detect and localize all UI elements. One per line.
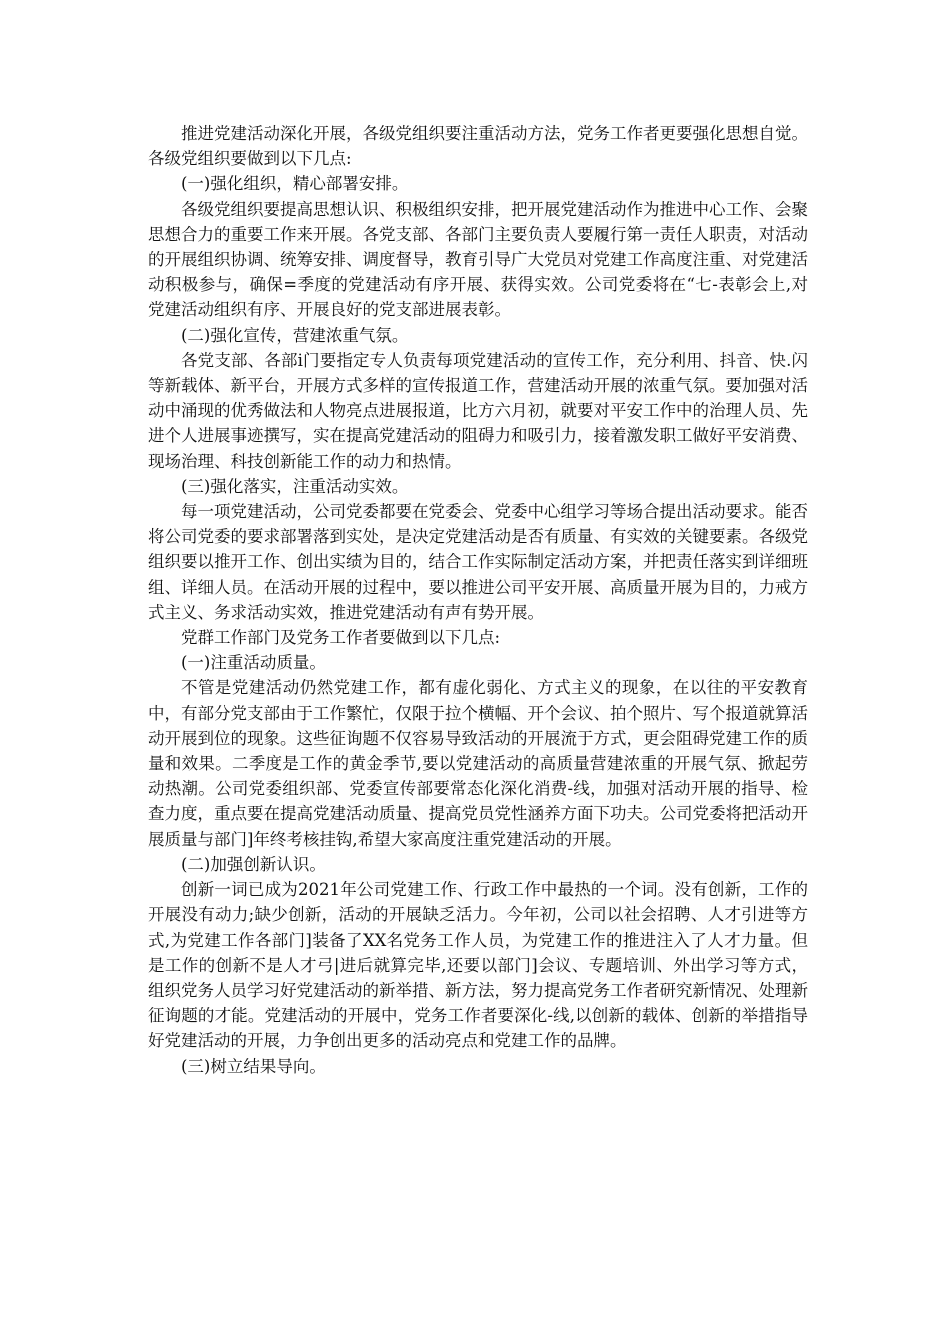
- heading-activity-quality: (一)注重活动质量。: [181, 653, 326, 673]
- body-paragraph: 各党支部、各部i门要指定专人负责每项党建活动的宣传工作，充分利用、抖音、快.闪等新载体、新平台，开展方式多样的宣传报道工作，营建活动开展的浓重气氛。要加强对活动中涌现的优秀做法和人物亮点进展报道，比方六月初，就要对平安工作中的治理人员、先进个人进展事迹撰写，实在提高党建活动的阻碍力和吸引力，接着激发职工做好平安消费、现场治理、科技创新能工作的动力和热情。: [148, 350, 808, 471]
- section-intro-paragraph: 党群工作部门及党务工作者要做到以下几点:: [181, 628, 501, 648]
- document-body: [148, 121, 808, 1079]
- body-paragraph: 每一项党建活动，公司党委都要在党委会、党委中心组学习等场合提出活动要求。能否将公司党委的要求部署落到实处，是决定党建活动是否有质量、有实效的关键要素。各级党组织要以推开工作、创出实绩为目的，结合工作实际制定活动方案，并把责任落实到详细班组、详细人员。在活动开展的过程中，要以推进公司平安开展、高质量开展为目的，力戒方式主义、务求活动实效，推进党建活动有声有势开展。: [148, 502, 808, 622]
- body-paragraph: 创新一词已成为2021年公司党建工作、行政工作中最热的一个词。没有创新，工作的开展没有动力;缺少创新，活动的开展缺乏活力。今年初，公司以社会招聘、人才引进等方式,为党建工作各部门]装备了XX名党务工作人员，为党建工作的推进注入了人才力量。但是工作的创新不是人才弓|进后就算完毕,还要以部门]会议、专题培训、外出学习等方式，组织党务人员学习好党建活动的新举措、新方法，努力提高党务工作者研究新情况、处理新征询题的才能。党建活动的开展中，党务工作者要深化-线,以创新的载体、创新的举措指导好党建活动的开展，力争创出更多的活动亮点和党建工作的品牌。: [148, 880, 808, 1051]
- intro-paragraph: 推进党建活动深化开展，各级党组织要注重活动方法，党务工作者更要强化思想自觉。各级党组织要做到以下几点:: [148, 124, 808, 169]
- heading-result-orientation: (三)树立结果导向。: [181, 1056, 326, 1076]
- body-paragraph: 不管是党建活动仍然党建工作，都有虚化弱化、方式主义的现象，在以往的平安教育中，有部分党支部由于工作繁忙，仅限于拉个横幅、开个会议、拍个照片、写个报道就算活动开展到位的现象。这些征询题不仅容易导致活动的开展流于方式，更会阻碍党建工作的质量和效果。二季度是工作的黄金季节,要以党建活动的高质量营建浓重的开展气氛、掀起劳动热潮。公司党委组织部、党委宣传部要常态化深化消费-线，加强对活动开展的指导、检查力度，重点要在提高党建活动质量、提高党员党性涵养方面下功夫。公司党委将把活动开展质量与部门]年终考核挂钩,希望大家高度注重党建活动的开展。: [148, 678, 808, 849]
- heading-strengthen-organization: (一)强化组织，精心部署安排。: [181, 174, 409, 194]
- heading-strengthen-implementation: (三)强化落实，注重活动实效。: [181, 476, 409, 496]
- heading-innovation-awareness: (二)加强创新认识。: [181, 854, 326, 874]
- body-paragraph: 各级党组织要提高思想认识、积极组织安排，把开展党建活动作为推进中心工作、会聚思想合力的重要工作来开展。各党支部、各部门主要负责人要履行第一责任人职责，对活动的开展组织协调、统筹安排、调度督导，教育引导广大党员对党建工作高度注重、对党建活动积极参与，确保=季度的党建活动有序开展、获得实效。公司党委将在“七-表彰会上,对党建活动组织有序、开展良好的党支部进展表彰。: [148, 199, 808, 320]
- heading-strengthen-publicity: (二)强化宣传，营建浓重气氛。: [181, 325, 409, 345]
